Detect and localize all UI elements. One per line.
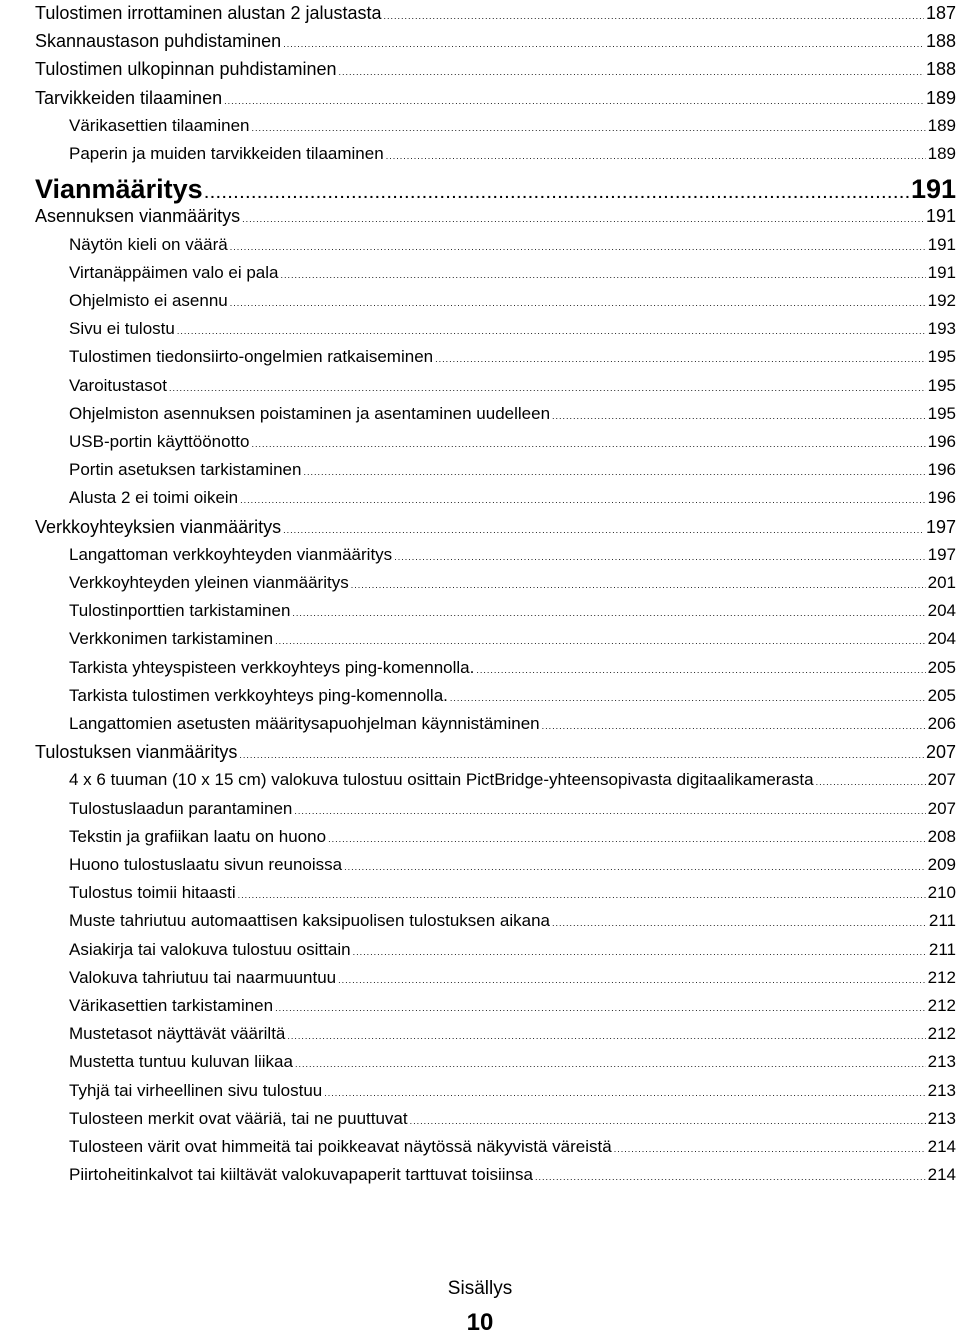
toc-entry-page: 196 — [927, 432, 956, 451]
toc-dot-leader — [177, 327, 926, 336]
toc-entry-page: 207 — [927, 798, 956, 818]
toc-entry-page: 191 — [910, 174, 956, 205]
toc-entry-page: 197 — [925, 516, 956, 537]
toc-entry[interactable] — [35, 376, 956, 396]
toc-entry-page: 210 — [927, 883, 956, 903]
toc-entry-title: Huono tulostuslaatu sivun reunoissa — [69, 855, 343, 874]
toc-entry[interactable] — [35, 742, 956, 763]
toc-entry-title: Piirtoheitinkalvot tai kiiltävät valokuvapaperit tarttuvat toisiinsa — [69, 1165, 533, 1185]
footer-page-number: 10 — [466, 1309, 494, 1336]
toc-dot-leader — [281, 271, 926, 280]
toc-dot-leader — [386, 152, 926, 161]
toc-entry[interactable] — [35, 1081, 956, 1101]
toc-entry-page: 205 — [927, 685, 956, 705]
toc-entry[interactable] — [35, 911, 956, 931]
toc-dot-leader — [251, 440, 925, 449]
toc-dot-leader — [230, 243, 926, 252]
toc-entry-title: Verkkoyhteyksien vianmääritys — [35, 516, 282, 537]
toc-dot-leader — [552, 919, 927, 928]
toc-entry[interactable] — [35, 799, 956, 819]
toc-entry[interactable] — [35, 235, 956, 255]
toc-entry-title: Tekstin ja grafiikan laatu on huono — [69, 826, 327, 846]
toc-entry-title: Ohjelmiston asennuksen poistaminen ja asentaminen uudelleen — [69, 403, 551, 423]
toc-entry-title: Tulostuksen vianmääritys — [35, 742, 238, 763]
toc-entry-page: 195 — [927, 347, 956, 367]
toc-dot-leader — [338, 976, 925, 985]
toc-entry-title: USB-portin käyttöönotto — [69, 432, 250, 451]
toc-entry-title: Värikasettien tilaaminen — [69, 115, 250, 135]
toc-dot-leader — [294, 807, 925, 816]
toc-dot-leader — [535, 1173, 926, 1182]
toc-entry-title: Tulosteen merkit ovat vääriä, tai ne puuttuvat — [69, 1108, 408, 1128]
toc-entry-page: 191 — [927, 234, 956, 254]
toc-entry-page: 188 — [925, 59, 956, 80]
toc-dot-leader — [476, 666, 925, 675]
toc-entry[interactable] — [35, 291, 956, 311]
toc-entry[interactable] — [35, 601, 956, 621]
toc-entry-title: Muste tahriutuu automaattisen kaksipuolisen tulostuksen aikana — [69, 911, 551, 931]
toc-entry[interactable] — [35, 996, 956, 1016]
toc-dot-leader — [339, 68, 924, 77]
toc-entry[interactable] — [35, 404, 956, 424]
toc-entry-page: 191 — [925, 206, 956, 227]
toc-dot-leader — [205, 186, 909, 200]
toc-entry[interactable] — [35, 88, 956, 109]
toc-entry-title: Verkkoyhteyden yleinen vianmääritys — [69, 573, 349, 592]
toc-dot-leader — [542, 722, 926, 731]
toc-dot-leader — [324, 1089, 925, 1098]
toc-entry-page: 213 — [927, 1080, 956, 1100]
toc-entry-title: Tulostimen irrottaminen alustan 2 jalustasta — [35, 3, 382, 23]
toc-entry[interactable] — [35, 573, 956, 593]
toc-entry-title: Alusta 2 ei toimi oikein — [69, 488, 239, 508]
toc-dot-leader — [251, 124, 925, 133]
toc-entry-title: Asiakirja tai valokuva tulostuu osittain — [69, 939, 351, 959]
toc-entry[interactable] — [35, 116, 956, 136]
toc-entry[interactable] — [35, 144, 956, 164]
toc-dot-leader — [242, 215, 924, 224]
toc-entry-title: Värikasettien tarkistaminen — [69, 996, 274, 1015]
toc-entry-title: Tulostimen ulkopinnan puhdistaminen — [35, 59, 337, 80]
toc-entry-page: 197 — [927, 544, 956, 564]
toc-dot-leader — [275, 637, 926, 646]
toc-entry-page: 196 — [927, 460, 956, 480]
toc-entry-title: Vianmääritys — [35, 174, 203, 205]
toc-entry[interactable] — [35, 319, 956, 339]
toc-entry[interactable] — [35, 658, 956, 678]
toc-entry-title: Tulostimen tiedonsiirto-ongelmien ratkaiseminen — [69, 347, 434, 367]
toc-entry[interactable] — [35, 263, 956, 283]
toc-dot-leader — [353, 948, 927, 957]
toc-dot-leader — [275, 1004, 926, 1013]
toc-entry-page: 211 — [928, 939, 956, 959]
toc-dot-leader — [303, 468, 925, 477]
toc-entry-page: 188 — [925, 31, 956, 52]
footer-section-title: Sisällys — [447, 1278, 513, 1299]
toc-entry[interactable] — [35, 714, 956, 734]
toc-entry-title: Skannaustason puhdistaminen — [35, 31, 282, 52]
toc-dot-leader — [351, 581, 926, 590]
toc-entry-title: Näytön kieli on väärä — [69, 234, 228, 254]
toc-dot-leader — [295, 1060, 926, 1069]
toc-entry-title: Tarvikkeiden tilaaminen — [35, 87, 223, 108]
toc-chapter-entry[interactable] — [35, 174, 956, 205]
toc-dot-leader — [283, 40, 924, 49]
toc-entry-page: 214 — [927, 1137, 956, 1156]
toc-entry-page: 204 — [927, 629, 956, 649]
toc-entry[interactable] — [35, 686, 956, 706]
toc-entry-page: 212 — [927, 996, 956, 1015]
toc-dot-leader — [384, 12, 924, 21]
toc-entry-page: 201 — [927, 573, 956, 592]
toc-dot-leader — [552, 412, 926, 421]
toc-entry-page: 189 — [927, 115, 956, 135]
toc-entry-page: 204 — [927, 601, 956, 621]
toc-entry-page: 207 — [925, 742, 956, 763]
toc-entry-page: 211 — [928, 911, 956, 931]
toc-entry[interactable] — [35, 1137, 956, 1157]
toc-entry-page: 192 — [927, 291, 956, 310]
toc-dot-leader — [292, 609, 925, 618]
toc-entry-title: Virtanäppäimen valo ei pala — [69, 262, 279, 282]
toc-dot-leader — [435, 355, 926, 364]
toc-entry[interactable] — [35, 460, 956, 480]
toc-entry-page: 212 — [927, 1024, 956, 1044]
toc-entry[interactable] — [35, 488, 956, 508]
toc-entry-page: 213 — [927, 1108, 956, 1128]
toc-entry-page: 189 — [925, 87, 956, 108]
toc-entry[interactable] — [35, 517, 956, 538]
toc-entry[interactable] — [35, 883, 956, 903]
toc-entry[interactable] — [35, 432, 956, 452]
toc-dot-leader — [283, 526, 924, 535]
toc-entry[interactable] — [35, 347, 956, 367]
toc-entry-title: Verkkonimen tarkistaminen — [69, 629, 274, 649]
toc-entry-title: Valokuva tahriutuu tai naarmuuntuu — [69, 967, 337, 987]
toc-entry-page: 191 — [927, 262, 956, 282]
toc-entry[interactable] — [35, 59, 956, 80]
toc-dot-leader — [614, 1145, 926, 1154]
toc-dot-leader — [344, 863, 926, 872]
toc-entry-page: 189 — [927, 144, 956, 163]
toc-dot-leader — [450, 694, 926, 703]
toc-entry-title: Tyhjä tai virheellinen sivu tulostuu — [69, 1080, 323, 1100]
toc-entry[interactable] — [35, 855, 956, 875]
toc-entry-title: Tarkista yhteyspisteen verkkoyhteys ping-komennolla. — [69, 657, 475, 677]
toc-entry-title: Varoitustasot — [69, 375, 167, 395]
toc-entry-page: 187 — [925, 3, 956, 23]
toc-entry-page: 205 — [927, 657, 956, 677]
toc-entry[interactable] — [35, 1165, 956, 1185]
toc-entry-title: Tulostus toimii hitaasti — [69, 883, 236, 903]
toc-entry-page: 193 — [927, 319, 956, 339]
toc-entry-title: Sivu ei tulostu — [69, 319, 175, 339]
toc-dot-leader — [394, 553, 925, 562]
toc-entry[interactable] — [35, 629, 956, 649]
toc-entry-title: Asennuksen vianmääritys — [35, 206, 241, 227]
toc-entry-page: 213 — [927, 1052, 956, 1072]
toc-entry[interactable] — [35, 1024, 956, 1044]
toc-entry-title: Tulosteen värit ovat himmeitä tai poikkeavat näytössä näkyvistä väreistä — [69, 1137, 612, 1156]
toc-entry[interactable] — [35, 3, 956, 24]
toc-entry[interactable] — [35, 968, 956, 988]
toc-entry-title: Tulostuslaadun parantaminen — [69, 798, 293, 818]
toc-entry[interactable] — [35, 545, 956, 565]
toc-entry-title: 4 x 6 tuuman (10 x 15 cm) valokuva tulostuu osittain PictBridge-yhteensopivasta digitaalikamerasta — [69, 770, 814, 790]
toc-entry-page: 208 — [927, 826, 956, 846]
toc-entry-page: 195 — [927, 375, 956, 395]
toc-dot-leader — [238, 891, 926, 900]
toc-entry[interactable] — [35, 827, 956, 847]
toc-entry-title: Langattoman verkkoyhteyden vianmääritys — [69, 544, 393, 564]
toc-dot-leader — [240, 496, 925, 505]
toc-entry[interactable] — [35, 31, 956, 52]
toc-entry-page: 195 — [927, 403, 956, 423]
toc-entry-title: Portin asetuksen tarkistaminen — [69, 460, 302, 480]
toc-entry-title: Langattomien asetusten määritysapuohjelman käynnistäminen — [69, 714, 540, 733]
toc-dot-leader — [328, 835, 926, 844]
toc-entry[interactable] — [35, 1052, 956, 1072]
toc-entry-title: Tulostinporttien tarkistaminen — [69, 601, 291, 621]
toc-entry-page: 207 — [927, 770, 956, 790]
toc-entry-title: Ohjelmisto ei asennu — [69, 291, 228, 310]
toc-dot-leader — [410, 1117, 926, 1126]
toc-entry-page: 209 — [927, 855, 956, 874]
toc-dot-leader — [169, 384, 926, 393]
toc-entry-page: 214 — [927, 1165, 956, 1185]
toc-dot-leader — [239, 751, 924, 760]
toc-entry[interactable] — [35, 940, 956, 960]
toc-dot-leader — [287, 1032, 925, 1041]
toc-entry-page: 212 — [927, 967, 956, 987]
toc-entry-title: Mustetta tuntuu kuluvan liikaa — [69, 1052, 293, 1072]
toc-entry-title: Mustetasot näyttävät vääriltä — [69, 1024, 286, 1044]
toc-dot-leader — [816, 778, 926, 787]
toc-entry-title: Tarkista tulostimen verkkoyhteys ping-komennolla. — [69, 685, 448, 705]
toc-entry[interactable] — [35, 206, 956, 227]
toc-entry[interactable] — [35, 770, 956, 790]
toc-entry-page: 196 — [927, 488, 956, 508]
toc-entry-page: 206 — [927, 714, 956, 733]
toc-dot-leader — [230, 299, 926, 308]
toc-dot-leader — [224, 97, 924, 106]
toc-entry[interactable] — [35, 1109, 956, 1129]
toc-entry-title: Paperin ja muiden tarvikkeiden tilaaminen — [69, 144, 384, 163]
